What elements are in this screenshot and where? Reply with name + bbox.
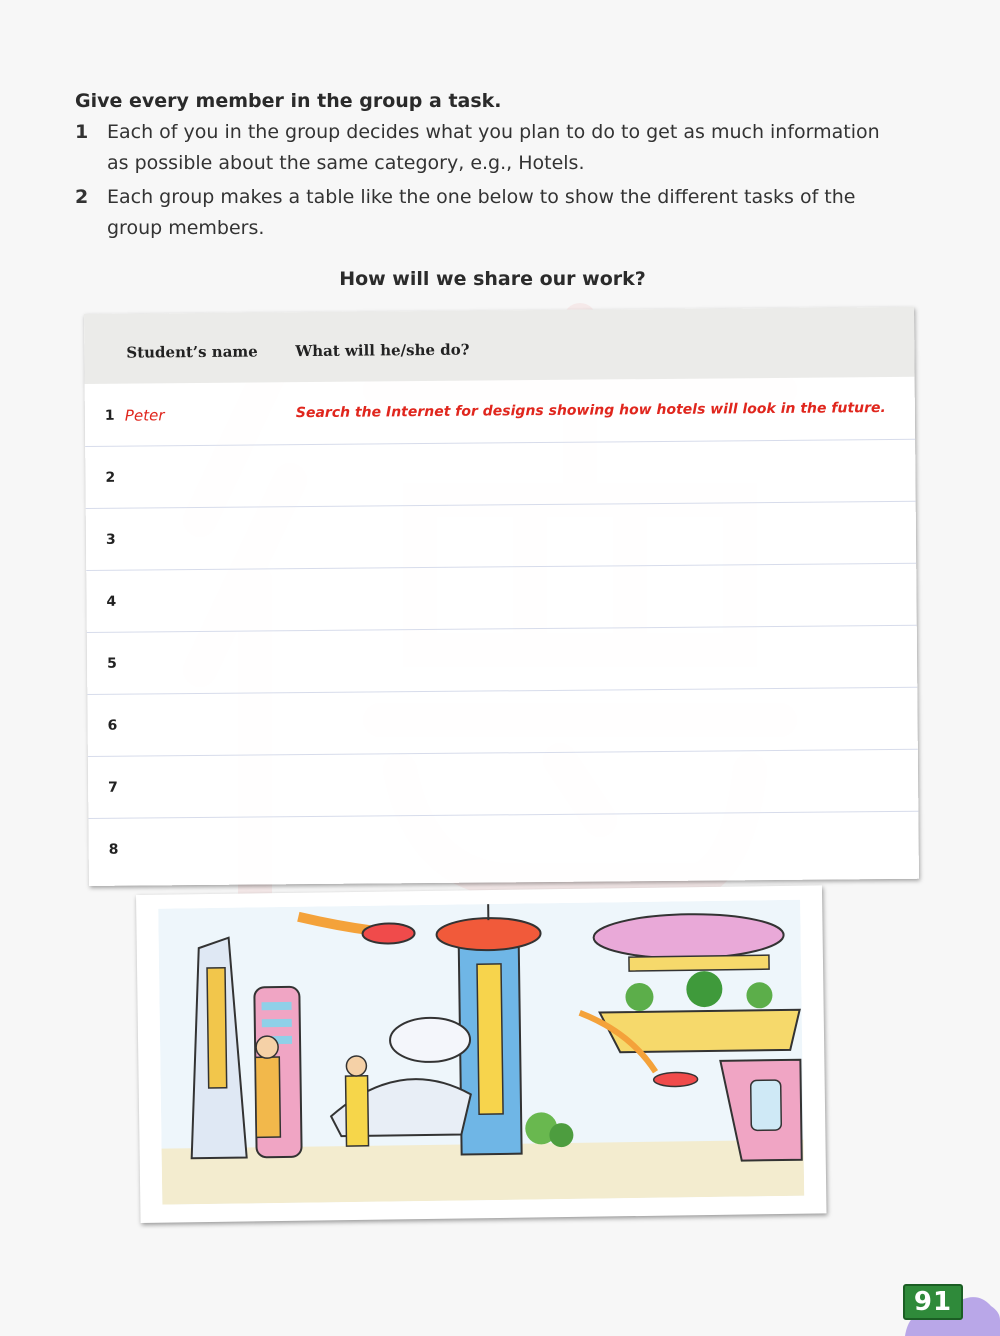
table-row: [86, 501, 917, 571]
row-number: 8: [108, 841, 119, 858]
city-scene-icon: [158, 900, 804, 1205]
instruction-text: [107, 117, 907, 179]
column-header-name: Student’s name: [126, 342, 258, 362]
table-row: [87, 625, 918, 695]
instruction-line: Each group makes a table like the one below to show the different tasks of the: [107, 186, 856, 208]
task-table-sheet: [84, 307, 919, 886]
row-number: 3: [105, 531, 116, 548]
row-number: 7: [108, 779, 118, 796]
instruction-text: [107, 182, 907, 244]
page-number: 91: [903, 1284, 963, 1320]
row-number: 6: [107, 717, 118, 734]
column-header-task: What will he/she do?: [295, 340, 470, 361]
row-number: 1: [104, 407, 115, 424]
task-cell[interactable]: Search the Internet for designs showing how hotels will look in the future.: [295, 400, 886, 422]
table-title: How will we share our work?: [339, 268, 646, 290]
table-row: [88, 811, 919, 880]
row-number: 5: [106, 655, 117, 672]
student-name-cell[interactable]: Peter: [124, 406, 165, 425]
table-header: [84, 307, 915, 384]
instruction-line: Each of you in the group decides what you plan to do to get as much information: [107, 121, 880, 143]
table-row: [88, 749, 919, 819]
table-row: [85, 439, 916, 509]
row-number: 4: [106, 593, 117, 610]
row-number: 2: [105, 469, 116, 486]
instruction-line: group members.: [107, 217, 265, 239]
table-row: [87, 687, 918, 757]
table-row: [86, 563, 917, 633]
futuristic-city-illustration: [136, 885, 827, 1223]
instruction-number: 1: [75, 121, 89, 143]
table-row: [85, 377, 916, 447]
instruction-number: 2: [75, 186, 89, 208]
instructions-heading: Give every member in the group a task.: [75, 90, 502, 112]
instruction-line: as possible about the same category, e.g., Hotels.: [107, 152, 585, 174]
